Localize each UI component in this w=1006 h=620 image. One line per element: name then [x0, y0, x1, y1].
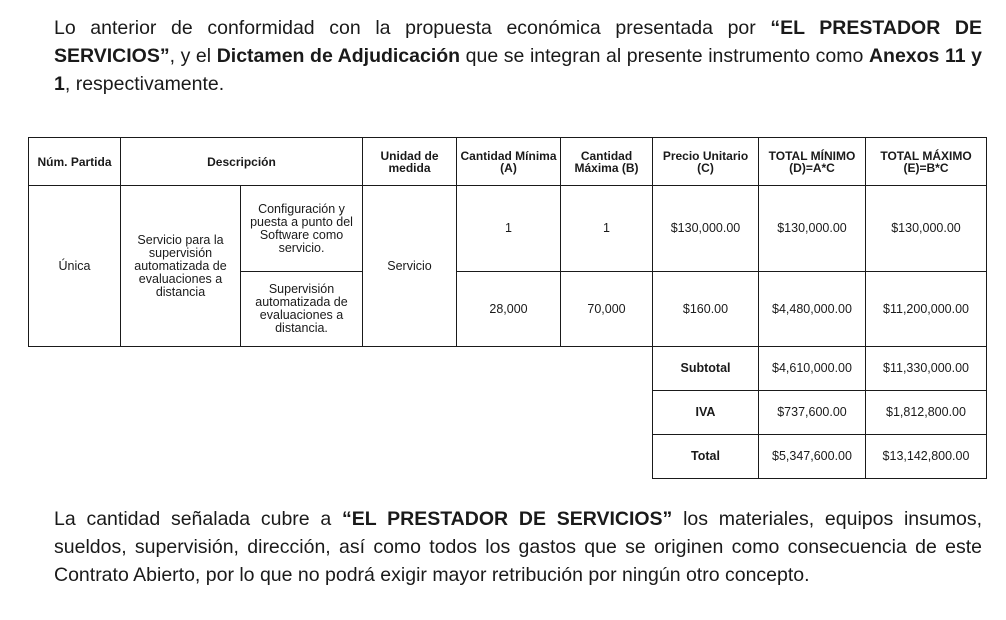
cantidad-maxima-cell: 1: [561, 186, 653, 272]
iva-label: IVA: [653, 391, 759, 435]
price-table: [28, 137, 987, 479]
total-row: [29, 435, 987, 479]
cantidad-minima-cell: 1: [457, 186, 561, 272]
cantidad-maxima-cell: 70,000: [561, 272, 653, 347]
intro-text-4: , respectivamente.: [64, 73, 225, 95]
total-maximo-cell: $130,000.00: [866, 186, 987, 272]
concepto-cell: Configuración y puesta a punto del Software como servicio.: [241, 186, 363, 272]
header-cantidad-maxima: Cantidad Máxima (B): [561, 138, 653, 186]
total-minimo: $5,347,600.00: [759, 435, 866, 479]
header-cantidad-minima: Cantidad Mínima (A): [457, 138, 561, 186]
closing-bold-prestador: “EL PRESTADOR DE SERVICIOS”: [342, 508, 673, 530]
header-total-maximo: TOTAL MÁXIMO (E)=B*C: [866, 138, 987, 186]
partida-cell: Única: [29, 186, 121, 347]
header-unidad: Unidad de medida: [363, 138, 457, 186]
intro-text-1: Lo anterior de conformidad con la propuesta económica presentada por: [54, 17, 771, 39]
subtotal-row: [29, 347, 987, 391]
header-num-partida: Núm. Partida: [29, 138, 121, 186]
table-header-row: [29, 138, 987, 186]
unidad-cell: Servicio: [363, 186, 457, 347]
total-label: Total: [653, 435, 759, 479]
closing-text-2: los materiales, equipos insumos, sueldos, supervisión, dirección, así como todos los gastos que se originen como consecuencia de este Contrato Abierto, por lo que no podrá exigir mayor retribución por ningún otro concepto.: [54, 508, 983, 586]
intro-paragraph: [54, 14, 982, 98]
total-minimo-cell: $130,000.00: [759, 186, 866, 272]
subtotal-label: Subtotal: [653, 347, 759, 391]
table-row: [29, 186, 987, 272]
closing-paragraph: [54, 505, 982, 589]
descripcion-general-cell: Servicio para la supervisión automatizada de evaluaciones a distancia: [121, 186, 241, 347]
header-precio-unitario: Precio Unitario (C): [653, 138, 759, 186]
closing-text-1: La cantidad señalada cubre a: [54, 508, 343, 530]
subtotal-minimo: $4,610,000.00: [759, 347, 866, 391]
intro-text-3: que se integran al presente instrumento como: [460, 45, 869, 67]
intro-bold-anexos: Anexos 11 y 1: [54, 45, 983, 95]
precio-unitario-cell: $130,000.00: [653, 186, 759, 272]
intro-bold-dictamen: Dictamen de Adjudicación: [216, 45, 461, 67]
total-maximo: $13,142,800.00: [866, 435, 987, 479]
intro-bold-prestador: “EL PRESTADOR DE SERVICIOS”: [54, 17, 982, 67]
concepto-cell: Supervisión automatizada de evaluaciones a distancia.: [241, 272, 363, 347]
total-maximo-cell: $11,200,000.00: [866, 272, 987, 347]
header-descripcion: Descripción: [121, 138, 363, 186]
iva-maximo: $1,812,800.00: [866, 391, 987, 435]
subtotal-maximo: $11,330,000.00: [866, 347, 987, 391]
iva-row: [29, 391, 987, 435]
cantidad-minima-cell: 28,000: [457, 272, 561, 347]
intro-text-2: , y el: [169, 45, 217, 67]
total-minimo-cell: $4,480,000.00: [759, 272, 866, 347]
precio-unitario-cell: $160.00: [653, 272, 759, 347]
header-total-minimo: TOTAL MÍNIMO (D)=A*C: [759, 138, 866, 186]
iva-minimo: $737,600.00: [759, 391, 866, 435]
